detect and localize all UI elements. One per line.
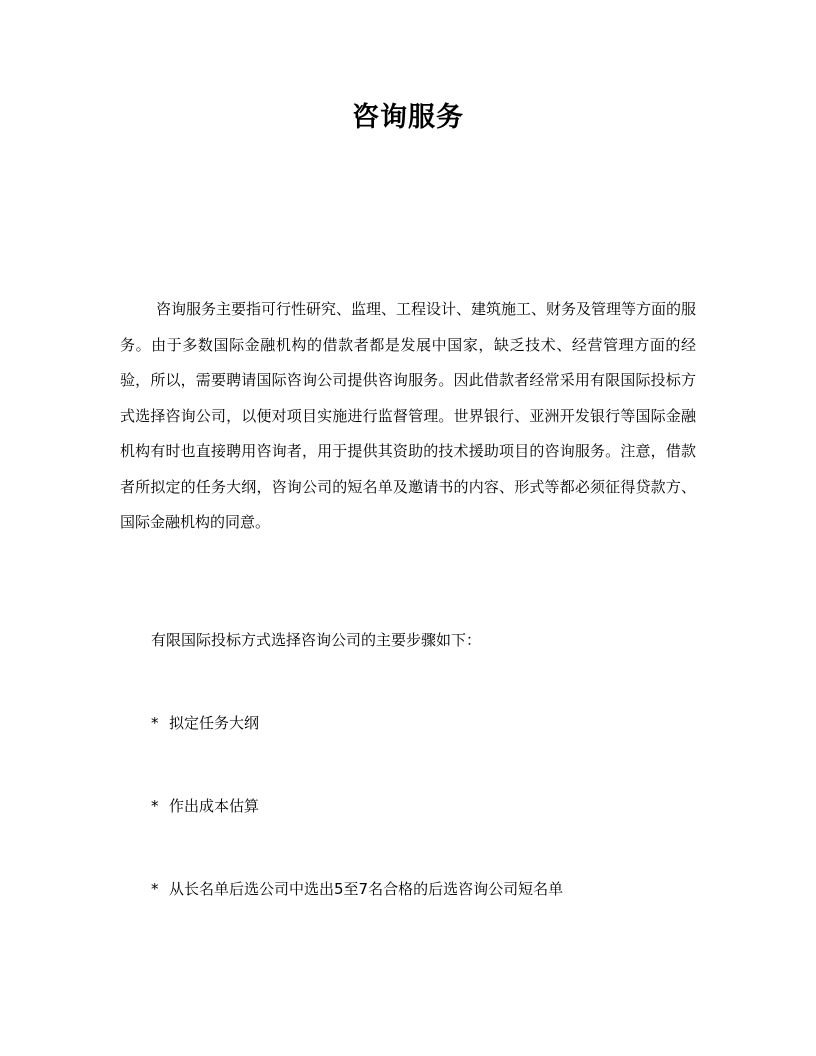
bullet-marker: * bbox=[151, 880, 159, 898]
step-text: 从长名单后选公司中选出5至7名合格的后选咨询公司短名单 bbox=[169, 880, 564, 898]
step-text: 拟定任务大纲 bbox=[169, 714, 260, 732]
bullet-marker: * bbox=[151, 797, 159, 815]
bullet-marker: * bbox=[151, 714, 159, 732]
body-paragraph: 咨询服务主要指可行性研究、监理、工程设计、建筑施工、财务及管理等方面的服务。由于多数国际金融机构的借款者都是发展中国家，缺乏技术、经营管理方面的经验，所以，需要聘请国际咨询公司提供咨询服务。因此借款者经常采用有限国际投标方式选择咨询公司，以便对项目实施进行监督管理。世界银行、亚洲开发银行等国际金融机构有时也直接聘用咨询者，用于提供其资助的技术援助项目的咨询服务。注意，借款者所拟定的任务大纲，咨询公司的短名单及邀请书的内容、形式等都必须征得贷款方、国际金融机构的同意。 bbox=[120, 300, 697, 531]
step-item-3 bbox=[151, 877, 563, 901]
step-text: 作出成本估算 bbox=[169, 797, 260, 815]
document-title: 咨询服务 bbox=[352, 102, 464, 133]
step-item-1 bbox=[151, 711, 259, 735]
steps-intro: 有限国际投标方式选择咨询公司的主要步骤如下： bbox=[151, 631, 482, 649]
step-item-2 bbox=[151, 794, 259, 818]
